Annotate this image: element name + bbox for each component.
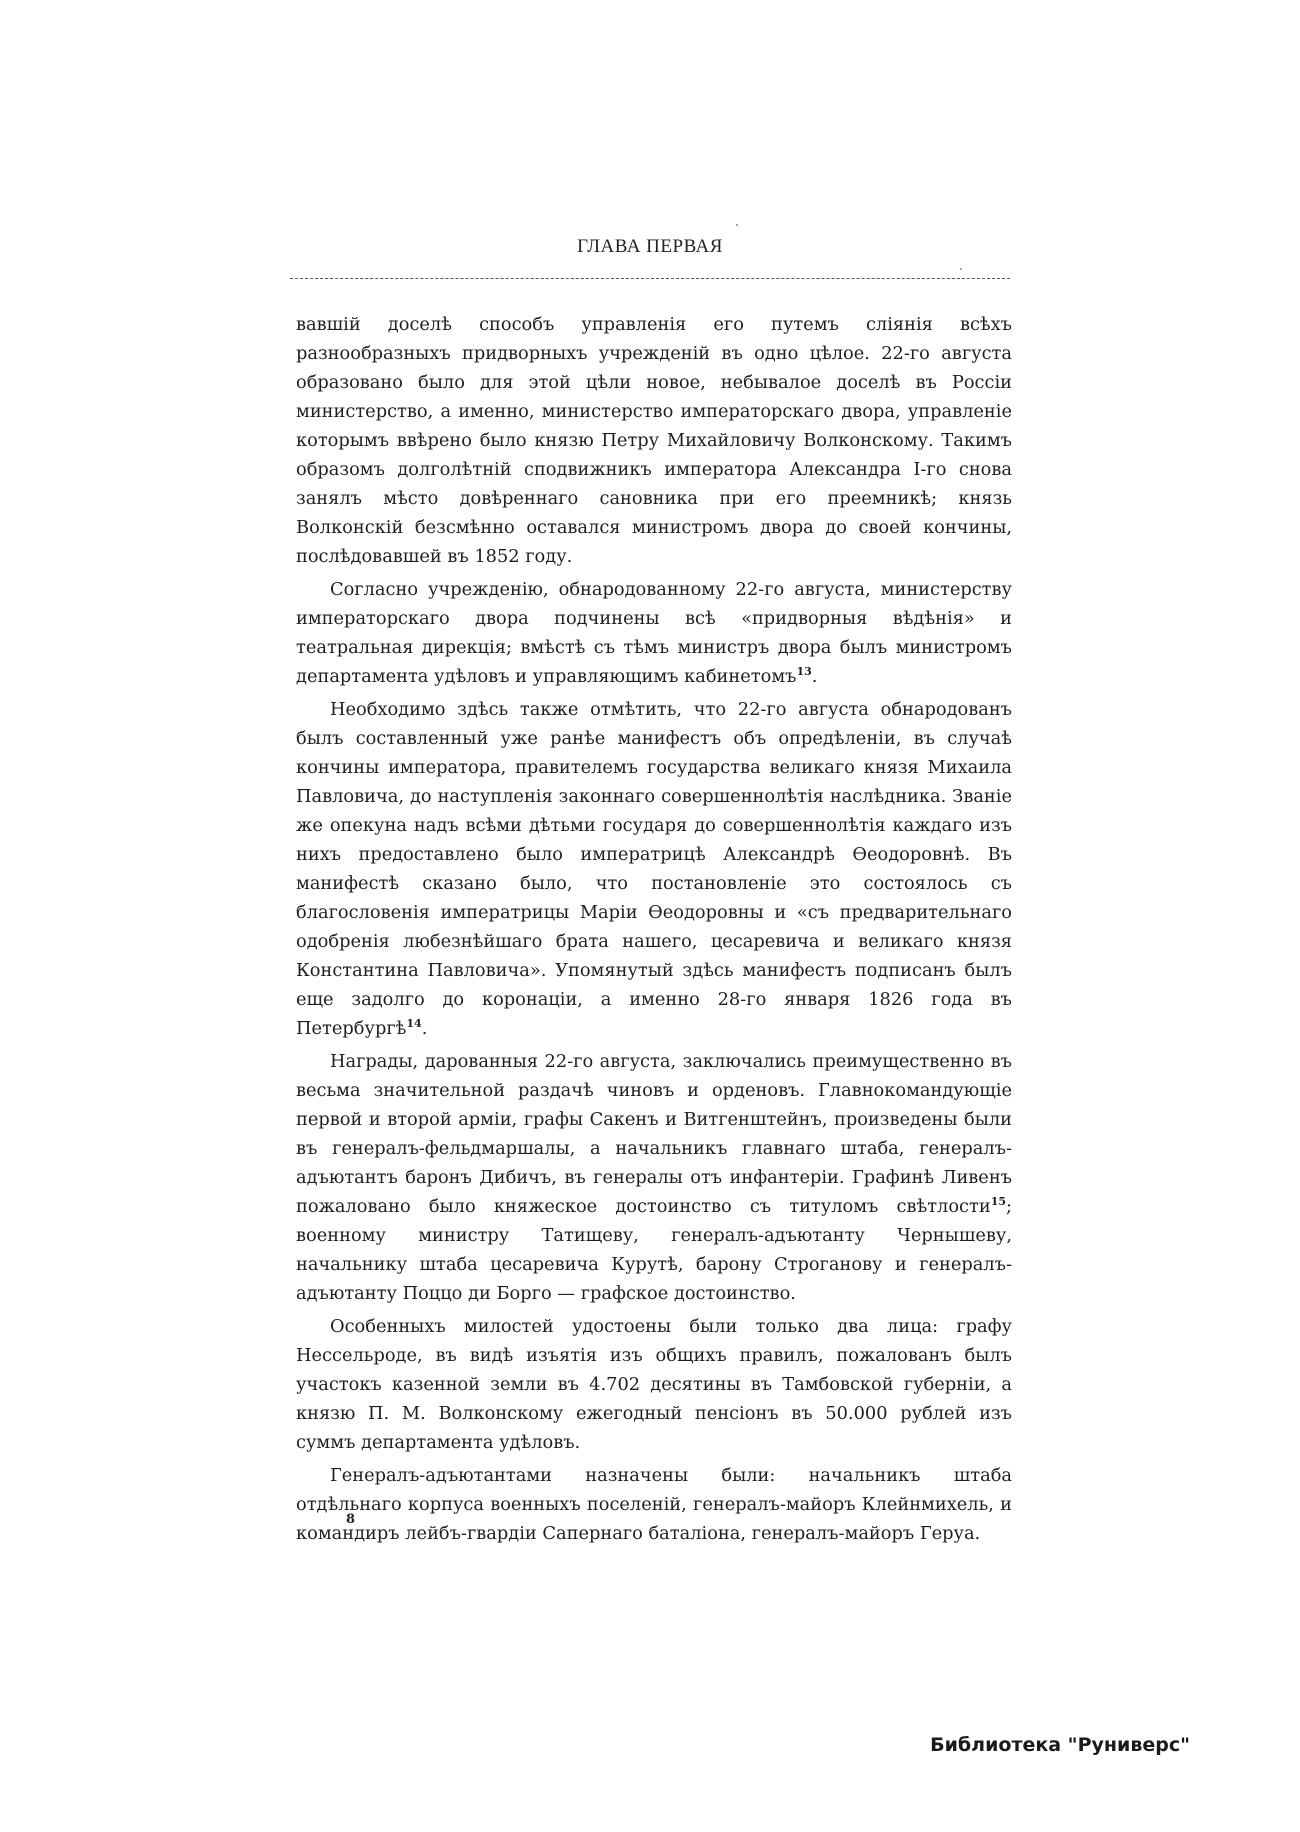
paragraph-text: Генералъ-адъютантами назначены были: начальникъ штаба отдѣльнаго корпуса военныхъ поселеній, генералъ-майоръ Клейнмихель, и командиръ лейбъ-гвардіи Сапернаго баталіона, генералъ-майоръ Геруа.: [296, 1465, 1012, 1544]
footnote-marker: 15: [990, 1195, 1006, 1209]
footnote-marker: 13: [796, 665, 812, 679]
paragraph: [296, 575, 1012, 691]
paragraph-text: .: [811, 666, 818, 687]
paragraph-text: Необходимо здѣсь также отмѣтить, что 22-го августа обнародованъ былъ составленный уже ранѣе манифестъ объ опредѣленіи, въ случаѣ кончины императора, правителемъ государства великаго князя Михаила Павловича, до наступленія законнаго совершеннолѣтія наслѣдника. Званіе же опекуна надъ всѣми дѣтьми государя до совершеннолѣтія каждаго изъ нихъ предоставлено было императрицѣ Александрѣ Ѳеодоровнѣ. Въ манифестѣ сказано было, что постановленіе это состоялось съ благословенія императрицы Маріи Ѳеодоровны и «съ предварительнаго одобренія любезнѣйшаго брата нашего, цесаревича и великаго князя Константина Павловича». Упомянутый здѣсь манифестъ подписанъ былъ еще задолго до коронаціи, а именно 28-го января 1826 года въ Петербургѣ: [296, 699, 1012, 1039]
body-text: [296, 310, 1012, 1552]
paragraph-text: Награды, дарованныя 22-го августа, заключались преимущественно въ весьма значительной раздачѣ чиновъ и орденовъ. Главнокомандующіе первой и второй арміи, графы Сакенъ и Витгенштейнъ, произведены были въ генералъ-фельдмаршалы, а начальникъ главнаго штаба, генералъ-адъютантъ баронъ Дибичъ, въ генералы отъ инфантеріи. Графинѣ Ливенъ пожаловано было княжеское достоинство съ титуломъ свѣтлости: [296, 1051, 1012, 1217]
paragraph: [296, 1461, 1012, 1548]
page-number: 8: [346, 1512, 356, 1527]
library-watermark: Библиотека "Руниверс": [930, 1734, 1190, 1756]
paragraph-text: Согласно учрежденію, обнародованному 22-го августа, министерству императорскаго двора подчинены всѣ «придворныя вѣдѣнія» и театральная дирекція; вмѣстѣ съ тѣмъ министръ двора былъ министромъ департамента удѣловъ и управляющимъ кабинетомъ: [296, 579, 1012, 687]
paragraph: [296, 310, 1012, 571]
paragraph: [296, 1312, 1012, 1457]
paragraph: [296, 1047, 1012, 1308]
scan-speck: [736, 224, 738, 226]
paragraph-text: вавшій доселѣ способъ управленія его путемъ сліянія всѣхъ разнообразныхъ придворныхъ учрежденій въ одно цѣлое. 22-го августа образовано было для этой цѣли новое, небывалое доселѣ въ Россіи министерство, а именно, министерство императорскаго двора, управленіе которымъ ввѣрено было князю Петру Михайловичу Волконскому. Такимъ образомъ долголѣтній сподвижникъ императора Александра I-го снова занялъ мѣсто довѣреннаго сановника при его преемникѣ; князь Волконскій безсмѣнно оставался министромъ двора до своей кончины, послѣдовавшей въ 1852 году.: [296, 314, 1012, 567]
chapter-title: ГЛАВА ПЕРВАЯ: [577, 236, 723, 257]
scan-speck: [960, 268, 962, 270]
paragraph: [296, 695, 1012, 1043]
footnote-marker: 14: [406, 1017, 422, 1031]
paragraph-text: Особенныхъ милостей удостоены были только два лица: графу Нессельроде, въ видѣ изъятія изъ общихъ правилъ, пожалованъ былъ участокъ казенной земли въ 4.702 десятины въ Тамбовской губерніи, а князю П. М. Волконскому ежегодный пенсіонъ въ 50.000 рублей изъ суммъ департамента удѣловъ.: [296, 1316, 1012, 1453]
paragraph-text: ; военному министру Татищеву, генералъ-адъютанту Чернышеву, начальнику штаба цесаревича Курутѣ, барону Строганову и генералъ-адъютанту Поццо ди Борго — графское достоинство.: [296, 1196, 1012, 1304]
paragraph-text: .: [421, 1018, 428, 1039]
header-divider: [290, 278, 1010, 279]
